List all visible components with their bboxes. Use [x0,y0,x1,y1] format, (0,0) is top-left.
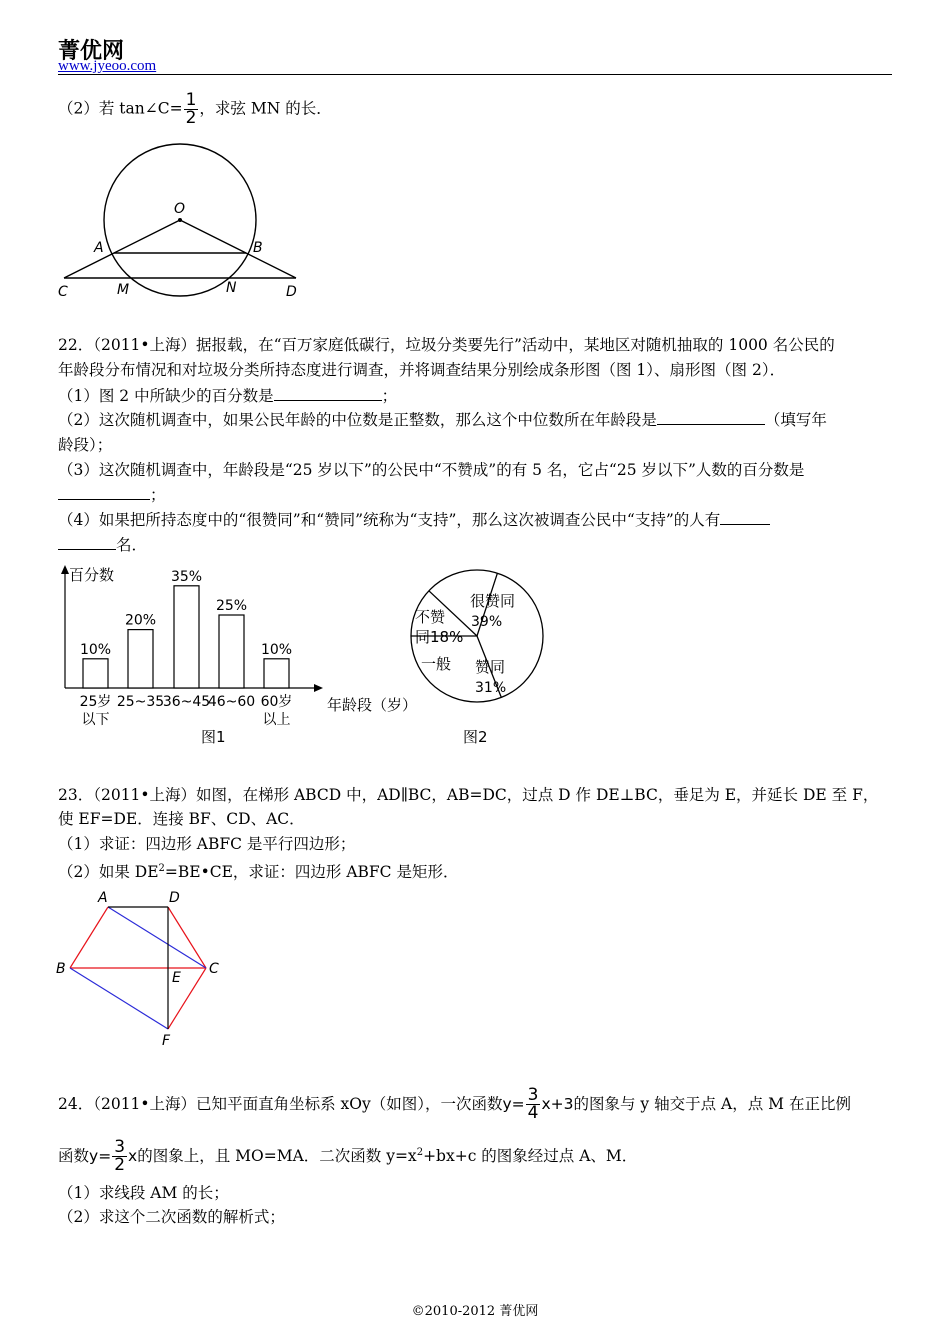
q22-line1: 22．（2011•上海）据报载，在“百万家庭低碳行，垃圾分类要先行”活动中，某地区对随机抽取的 1000 名公民的 [58,336,835,354]
pie-label-yiban: 一般 [421,655,452,673]
x-tick-label-3-0: 46~60 [207,694,256,710]
frac-den: 2 [185,108,197,128]
q22-part2-text: （2）这次随机调查中，如果公民年龄的中位数是正整数，那么这个中位数所在年龄段是 [58,411,657,429]
q22-part3b-end: ； [150,486,166,504]
pie-label-buzantong-1: 不赞 [415,608,446,626]
label-m: M [117,282,130,298]
line-ac [108,907,206,968]
q23-part2-post: =BE•CE，求证：四边形 ABFC 是矩形． [164,863,459,882]
label-f: F [162,1033,171,1049]
q21-part2-pre: （2）若 tan∠C= [58,99,183,118]
pie-label-zantong-pct: 31% [475,680,507,696]
line-dc [168,907,206,968]
q24-part2: （2）求这个二次函数的解析式； [58,1208,285,1226]
bar-1 [128,630,153,688]
answer-blank-4a[interactable] [720,510,770,525]
q23-part2 [58,859,458,882]
bar-4 [264,659,289,688]
header-divider [58,74,892,75]
q22-part4-text: （4）如果把所持态度中的“很赞同”和“赞同”统称为“支持”，那么这次被调查公民中“支持”的人有 [58,511,721,529]
q22-part3: （3）这次随机调查中，年龄段是“25 岁以下”的公民中“不赞成”的有 5 名，它占“25 岁以下”人数的百分数是 [58,461,805,479]
bar-2 [174,586,199,688]
bar-value-label-2: 35% [170,568,203,585]
q22-part2b: 龄段）； [58,436,113,454]
page-footer: ©2010-2012 菁优网 [411,1304,539,1319]
label-e: E [172,970,181,986]
bar-value-label-3: 25% [215,598,248,614]
q23-trapezoid-figure [52,885,232,1050]
label-a: A [98,890,108,906]
q22-part4b-end: 名． [116,536,148,554]
x-tick-label-0-1: 以下 [81,712,110,728]
q24-line2 [58,1131,637,1178]
q24-line2-pre: 函数 [58,1147,90,1166]
q24-formula1 [502,1085,574,1123]
answer-blank-4b[interactable] [58,535,116,550]
q23-line2: 使 EF=DE．连接 BF、CD、AC． [58,810,305,828]
q24-line1 [58,1082,851,1126]
x-tick-label-2-0: 36~45 [162,694,211,710]
q24-line2-mid: 的图象上，且 MO=MA．二次函数 y=x [137,1147,417,1166]
x-tick-label-4-0: 60岁 [260,694,293,710]
pie-label-henzantong-pct: 39% [471,614,503,630]
site-logo: 菁优网 [58,39,125,64]
formula1-num: 3 [527,1085,539,1105]
pie-label-zantong: 赞同 [475,658,506,676]
formula1-y: y= [502,1095,525,1113]
label-a: A [94,240,104,256]
answer-blank-1[interactable] [274,386,382,401]
formula1-post: x+3 [541,1095,574,1113]
label-c: C [209,961,219,977]
q21-circle-figure [50,140,310,305]
center-dot [178,218,182,222]
line-bf [70,968,168,1029]
frac-num: 1 [185,90,197,110]
label-n: N [226,280,237,296]
label-o: O [174,201,186,217]
q24-line2-post: +bx+c 的图象经过点 A、M． [423,1147,638,1166]
bar-value-label-0: 10% [79,641,112,658]
x-tick-label-0-0: 25岁 [79,694,112,710]
bar-0 [83,659,108,688]
site-url-link[interactable]: www.jyeoo.com [58,58,157,74]
y-axis-arrow [61,565,69,574]
q24-part1: （1）求线段 AM 的长； [58,1184,229,1202]
q22-line2: 年龄段分布情况和对垃圾分类所持态度进行调查，并将调查结果分别绘成条形图（图 1）、扇形图（图 2）． [58,361,786,379]
bar-chart-figure1 [55,562,418,750]
pie-label-henzantong: 很赞同 [470,592,516,610]
q22-part2 [58,410,827,430]
q23-line1: 23．（2011•上海）如图，在梯形 ABCD 中，AD∥BC，AB=DC，过点 D 作 DE⊥BC，垂足为 E，并延长 DE 至 F， [58,786,879,804]
answer-blank-2[interactable] [657,410,765,425]
chart-title-fig2: 图2 [463,728,488,746]
formula2-num: 3 [114,1137,126,1158]
q22-part1 [58,386,397,406]
q23-part1: （1）求证：四边形 ABFC 是平行四边形； [58,835,356,853]
x-tick-label-1-0: 25~35 [116,694,165,710]
y-axis-label: 百分数 [69,566,115,584]
x-axis-label: 年龄段（岁） [327,696,418,714]
q22-part4b [58,535,147,555]
q23-part2-pre: （2）如果 DE [58,863,159,882]
bar-value-label-4: 10% [260,641,293,658]
q24-line1-post: 的图象与 y 轴交于点 A，点 M 在正比例 [573,1095,851,1113]
label-c: C [58,284,68,300]
q21-part2 [58,92,332,127]
x-axis-arrow [314,684,323,692]
q22-part3b [58,485,166,505]
q21-part2-post: ，求弦 MN 的长． [199,99,332,118]
label-d: D [286,284,297,300]
q22-part1-text: （1）图 2 中所缺少的百分数是 [58,387,274,405]
pie-chart-figure2 [405,568,555,753]
q22-part2-end: （填写年 [764,411,827,429]
q24-line2-sup: 2 [416,1147,424,1158]
bars-group [80,569,293,728]
formula2-den: 2 [114,1155,126,1176]
q24-line1-pre: 24．（2011•上海）已知平面直角坐标系 xOy（如图），一次函数 [58,1095,503,1113]
formula2-y: y= [89,1147,112,1166]
formula1-frac [526,1087,541,1122]
x-tick-label-4-1: 以上 [262,712,291,728]
q24-formula2 [89,1137,138,1176]
q22-part1-end: ； [381,387,398,405]
formula2-post: x [128,1147,138,1166]
bar-value-label-1: 20% [124,612,157,629]
line-ab [70,907,108,968]
label-d: D [169,890,180,906]
pie-label-buzantong-2: 同18% [415,628,464,646]
label-b: B [56,961,66,977]
q22-part4 [58,510,770,530]
q21-fraction [184,92,199,127]
chart-title-fig1: 图1 [201,728,226,746]
formula1-den: 4 [527,1103,539,1123]
q23-part2-sup: 2 [158,863,165,874]
label-b: B [253,240,263,256]
formula2-frac [112,1139,127,1174]
bar-3 [219,615,244,688]
answer-blank-3[interactable] [58,485,150,500]
